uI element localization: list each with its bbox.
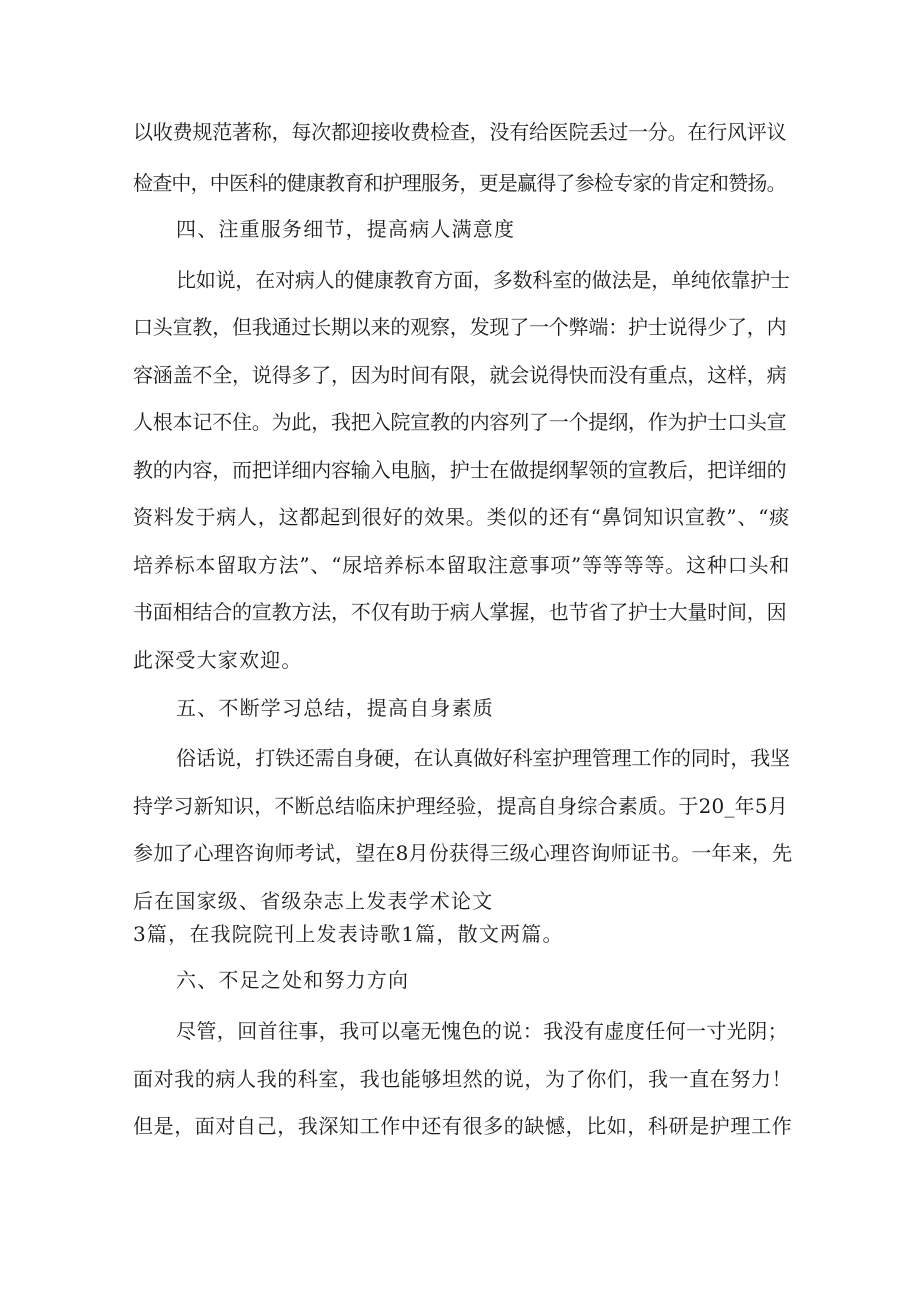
body-line: 检查中，中医科的健康教育和护理服务，更是赢得了参检专家的肯定和赞扬。	[133, 171, 786, 195]
body-line: 面对我的病人我的科室，我也能够坦然的说，为了你们，我一直在努力！	[133, 1067, 793, 1091]
body-line: 培养标本留取方法”、“尿培养标本留取注意事项”等等等等。这种口头和	[133, 553, 791, 577]
body-line: 俗话说，打铁还需自身硬，在认真做好科室护理管理工作的同时，我坚	[176, 746, 790, 770]
body-line: 以收费规范著称，每次都迎接收费检查，没有给医院丢过一分。在行风评议	[133, 120, 787, 144]
body-line: 比如说，在对病人的健康教育方面，多数科室的做法是，单纯依靠护士	[176, 268, 790, 292]
body-line: 3篇，在我院院刊上发表诗歌1篇，散文两篇。	[133, 922, 564, 946]
section-heading-6: 六、不足之处和努力方向	[176, 968, 410, 992]
section-heading-5: 五、不断学习总结，提高自身素质	[176, 696, 494, 720]
body-line: 资料发于病人，这都起到很好的效果。类似的还有“鼻饲知识宣教”、“痰	[133, 505, 791, 529]
body-line: 参加了心理咨询师考试，望在8月份获得三级心理咨询师证书。一年来，先	[133, 841, 793, 865]
body-line: 口头宣教，但我通过长期以来的观察，发现了一个弊端：护士说得少了，内	[133, 315, 787, 339]
body-line: 但是，面对自己，我深知工作中还有很多的缺憾，比如，科研是护理工作	[133, 1114, 793, 1138]
section-heading-4: 四、注重服务细节，提高病人满意度	[176, 217, 516, 241]
body-line: 此深受大家欢迎。	[133, 648, 303, 672]
body-line: 后在国家级、省级杂志上发表学术论文	[133, 889, 494, 913]
body-line: 容涵盖不全，说得多了，因为时间有限，就会说得快而没有重点，这样，病	[133, 363, 787, 387]
body-line: 人根本记不住。为此，我把入院宣教的内容列了一个提纲，作为护士口头宣	[133, 410, 787, 434]
body-line: 尽管，回首往事，我可以毫无愧色的说：我没有虚度任何一寸光阴；	[176, 1019, 788, 1043]
body-line: 持学习新知识，不断总结临床护理经验，提高自身综合素质。于20_年5月	[133, 794, 788, 818]
body-line: 教的内容，而把详细内容输入电脑，护士在做提纲挈领的宣教后，把详细的	[133, 458, 787, 482]
body-line: 书面相结合的宣教方法，不仅有助于病人掌握，也节省了护士大量时间，因	[133, 600, 787, 624]
